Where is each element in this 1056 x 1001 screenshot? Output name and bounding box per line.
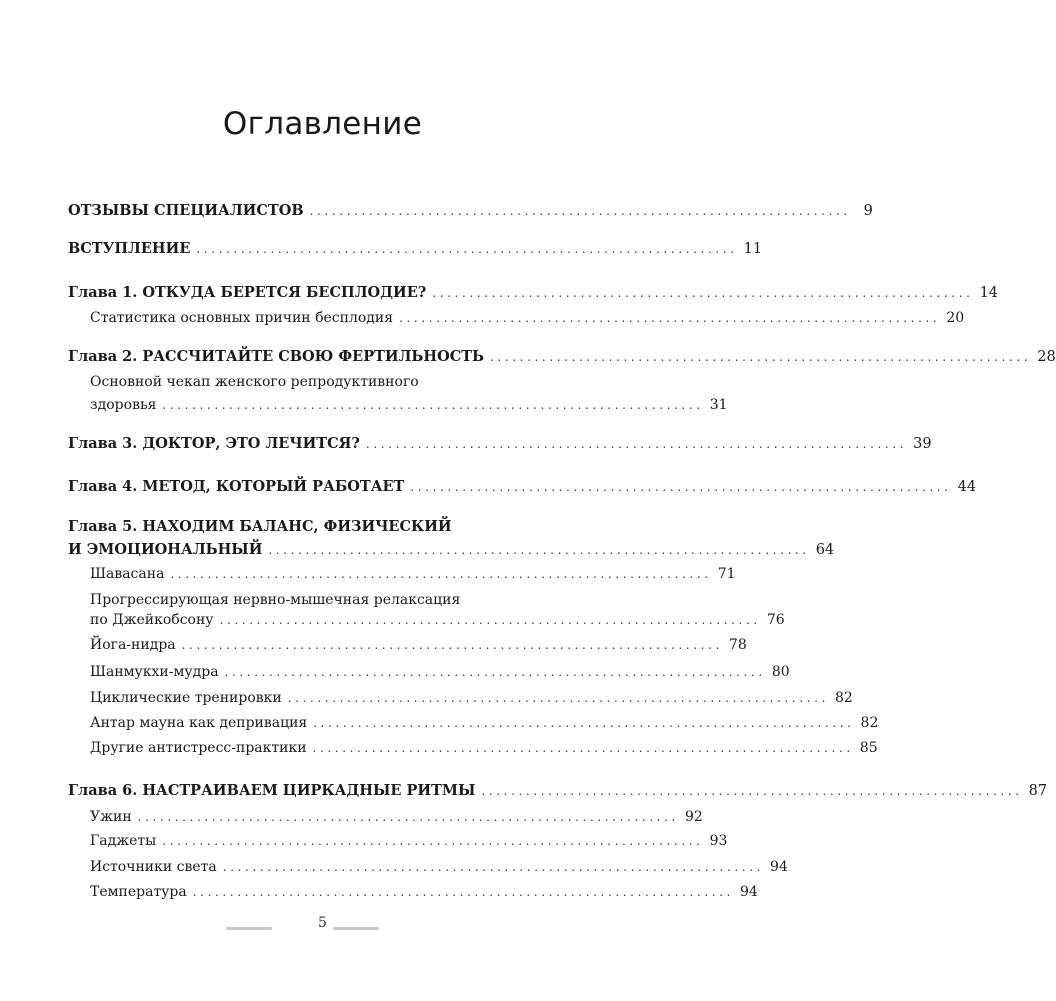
toc-entry-label: Глава 1. ОТКУДА БЕРЕТСЯ БЕСПЛОДИЕ? bbox=[68, 284, 427, 301]
toc-entry-label: Шанмукхи-мудра bbox=[90, 664, 219, 680]
leader-dots: ......................................................................... bbox=[490, 350, 1032, 364]
leader-dots: ......................................................................... bbox=[287, 691, 829, 705]
leader-dots: ......................................................................... bbox=[162, 834, 704, 848]
page-footer bbox=[0, 915, 645, 939]
page-title: Оглавление bbox=[222, 106, 423, 142]
toc-entry-label: Температура bbox=[90, 884, 187, 900]
toc-entry-chapter-5[interactable] bbox=[68, 538, 835, 562]
toc-entry-subsection[interactable] bbox=[90, 855, 788, 879]
toc-entry-line1: Основной чекап женского репродуктивного bbox=[90, 374, 419, 390]
toc-entry-subsection[interactable] bbox=[90, 711, 879, 735]
toc-entry-page: 78 bbox=[728, 637, 747, 653]
toc-entry-label: здоровья bbox=[90, 397, 157, 413]
toc-entry-label: Циклические тренировки bbox=[90, 690, 282, 706]
toc-entry-page: 71 bbox=[717, 566, 736, 582]
toc-entry-page: 11 bbox=[743, 241, 763, 257]
leader-dots: ......................................................................... bbox=[410, 480, 952, 494]
toc-entry-label: Другие антистресс-практики bbox=[90, 740, 307, 756]
toc-entry-subsection[interactable] bbox=[90, 562, 736, 586]
toc-entry-chapter-6[interactable] bbox=[68, 779, 1048, 803]
toc-entry-label: Йога-нидра bbox=[90, 637, 176, 653]
leader-dots: ......................................................................... bbox=[192, 885, 734, 899]
toc-entry-introduction[interactable] bbox=[68, 237, 763, 261]
toc-entry-page: 31 bbox=[709, 397, 728, 413]
leader-dots: ......................................................................... bbox=[309, 204, 851, 218]
toc-entry-label: Антар мауна как депривация bbox=[90, 715, 308, 731]
leader-dots: ......................................................................... bbox=[365, 437, 908, 451]
toc-entry-page: 94 bbox=[740, 884, 758, 900]
toc-entry-page: 82 bbox=[835, 690, 853, 706]
toc-entry-page: 76 bbox=[766, 612, 785, 628]
toc-entry-label: Глава 4. МЕТОД, КОТОРЫЙ РАБОТАЕТ bbox=[68, 478, 405, 495]
leader-dots: ......................................................................... bbox=[181, 638, 723, 652]
toc-entry-page: 92 bbox=[684, 809, 703, 825]
toc-entry-label: Глава 6. НАСТРАИВАЕМ ЦИРКАДНЫЕ РИТМЫ bbox=[68, 782, 476, 799]
toc-entry-page: 85 bbox=[859, 740, 878, 756]
leader-dots: ......................................................................... bbox=[313, 716, 855, 730]
toc-entry-subsection[interactable] bbox=[90, 660, 790, 684]
toc-entry-line1: Прогрессирующая нервно-мышечная релаксация bbox=[90, 592, 461, 608]
toc-entry-chapter-1[interactable] bbox=[68, 281, 999, 305]
toc-entry-subsection[interactable] bbox=[90, 393, 728, 417]
toc-entry-subsection[interactable] bbox=[90, 736, 878, 760]
leader-dots: ......................................................................... bbox=[170, 567, 712, 581]
leader-dots: ......................................................................... bbox=[312, 741, 854, 755]
leader-dots: ......................................................................... bbox=[268, 543, 810, 557]
toc-entry-line1: Глава 5. НАХОДИМ БАЛАНС, ФИЗИЧЕСКИЙ bbox=[68, 518, 452, 535]
toc-entry-page: 64 bbox=[815, 542, 835, 558]
toc-entry-label: Источники света bbox=[90, 859, 217, 875]
toc-entry-label: Шавасана bbox=[90, 566, 165, 582]
toc-entry-label: И ЭМОЦИОНАЛЬНЫЙ bbox=[68, 541, 263, 558]
toc-entry-chapter-4[interactable] bbox=[68, 475, 977, 499]
toc-entry-page: 82 bbox=[860, 715, 879, 731]
toc-entry-subsection[interactable] bbox=[90, 306, 965, 330]
leader-dots: ......................................................................... bbox=[196, 242, 738, 256]
toc-entry-page: 28 bbox=[1037, 349, 1056, 365]
toc-entry-subsection[interactable] bbox=[90, 880, 758, 904]
footer-ornament-right bbox=[333, 927, 379, 930]
toc-entry-label: Гаджеты bbox=[90, 833, 157, 849]
toc-entry-page: 20 bbox=[946, 310, 965, 326]
toc-entry-page: 94 bbox=[770, 859, 788, 875]
toc-entry-label: Ужин bbox=[90, 809, 132, 825]
page-number: 5 bbox=[318, 915, 327, 931]
toc-entry-page: 44 bbox=[957, 479, 977, 495]
leader-dots: ......................................................................... bbox=[399, 311, 941, 325]
toc-entry-reviews[interactable] bbox=[68, 199, 873, 223]
toc-entry-subsection[interactable] bbox=[90, 633, 747, 657]
toc-entry-page: 87 bbox=[1028, 783, 1048, 799]
leader-dots: ......................................................................... bbox=[222, 860, 765, 874]
toc-entry-label: по Джейкобсону bbox=[90, 612, 214, 628]
toc-entry-subsection[interactable] bbox=[90, 805, 703, 829]
leader-dots: ......................................................................... bbox=[481, 784, 1023, 798]
toc-entry-label: Статистика основных причин бесплодия bbox=[90, 310, 394, 326]
leader-dots: ......................................................................... bbox=[137, 810, 679, 824]
toc-entry-page: 39 bbox=[913, 436, 932, 452]
toc-entry-label: ОТЗЫВЫ СПЕЦИАЛИСТОВ bbox=[68, 202, 304, 219]
toc-entry-label: Глава 2. РАССЧИТАЙТЕ СВОЮ ФЕРТИЛЬНОСТЬ bbox=[68, 348, 485, 365]
leader-dots: ......................................................................... bbox=[224, 665, 766, 679]
toc-entry-page: 9 bbox=[863, 203, 873, 219]
leader-dots: ......................................................................... bbox=[219, 613, 761, 627]
toc-entry-page: 14 bbox=[979, 285, 999, 301]
toc-entry-chapter-2[interactable] bbox=[68, 345, 1056, 369]
leader-dots: ......................................................................... bbox=[432, 286, 974, 300]
toc-entry-label: Глава 3. ДОКТОР, ЭТО ЛЕЧИТСЯ? bbox=[68, 435, 360, 452]
toc-entry-subsection[interactable] bbox=[90, 608, 785, 632]
toc-entry-label: ВСТУПЛЕНИЕ bbox=[68, 240, 191, 257]
toc-entry-chapter-3[interactable] bbox=[68, 432, 932, 456]
leader-dots: ......................................................................... bbox=[162, 398, 704, 412]
toc-entry-page: 80 bbox=[771, 664, 790, 680]
toc-entry-subsection[interactable] bbox=[90, 829, 728, 853]
toc-entry-page: 93 bbox=[709, 833, 728, 849]
toc-entry-subsection[interactable] bbox=[90, 686, 853, 710]
